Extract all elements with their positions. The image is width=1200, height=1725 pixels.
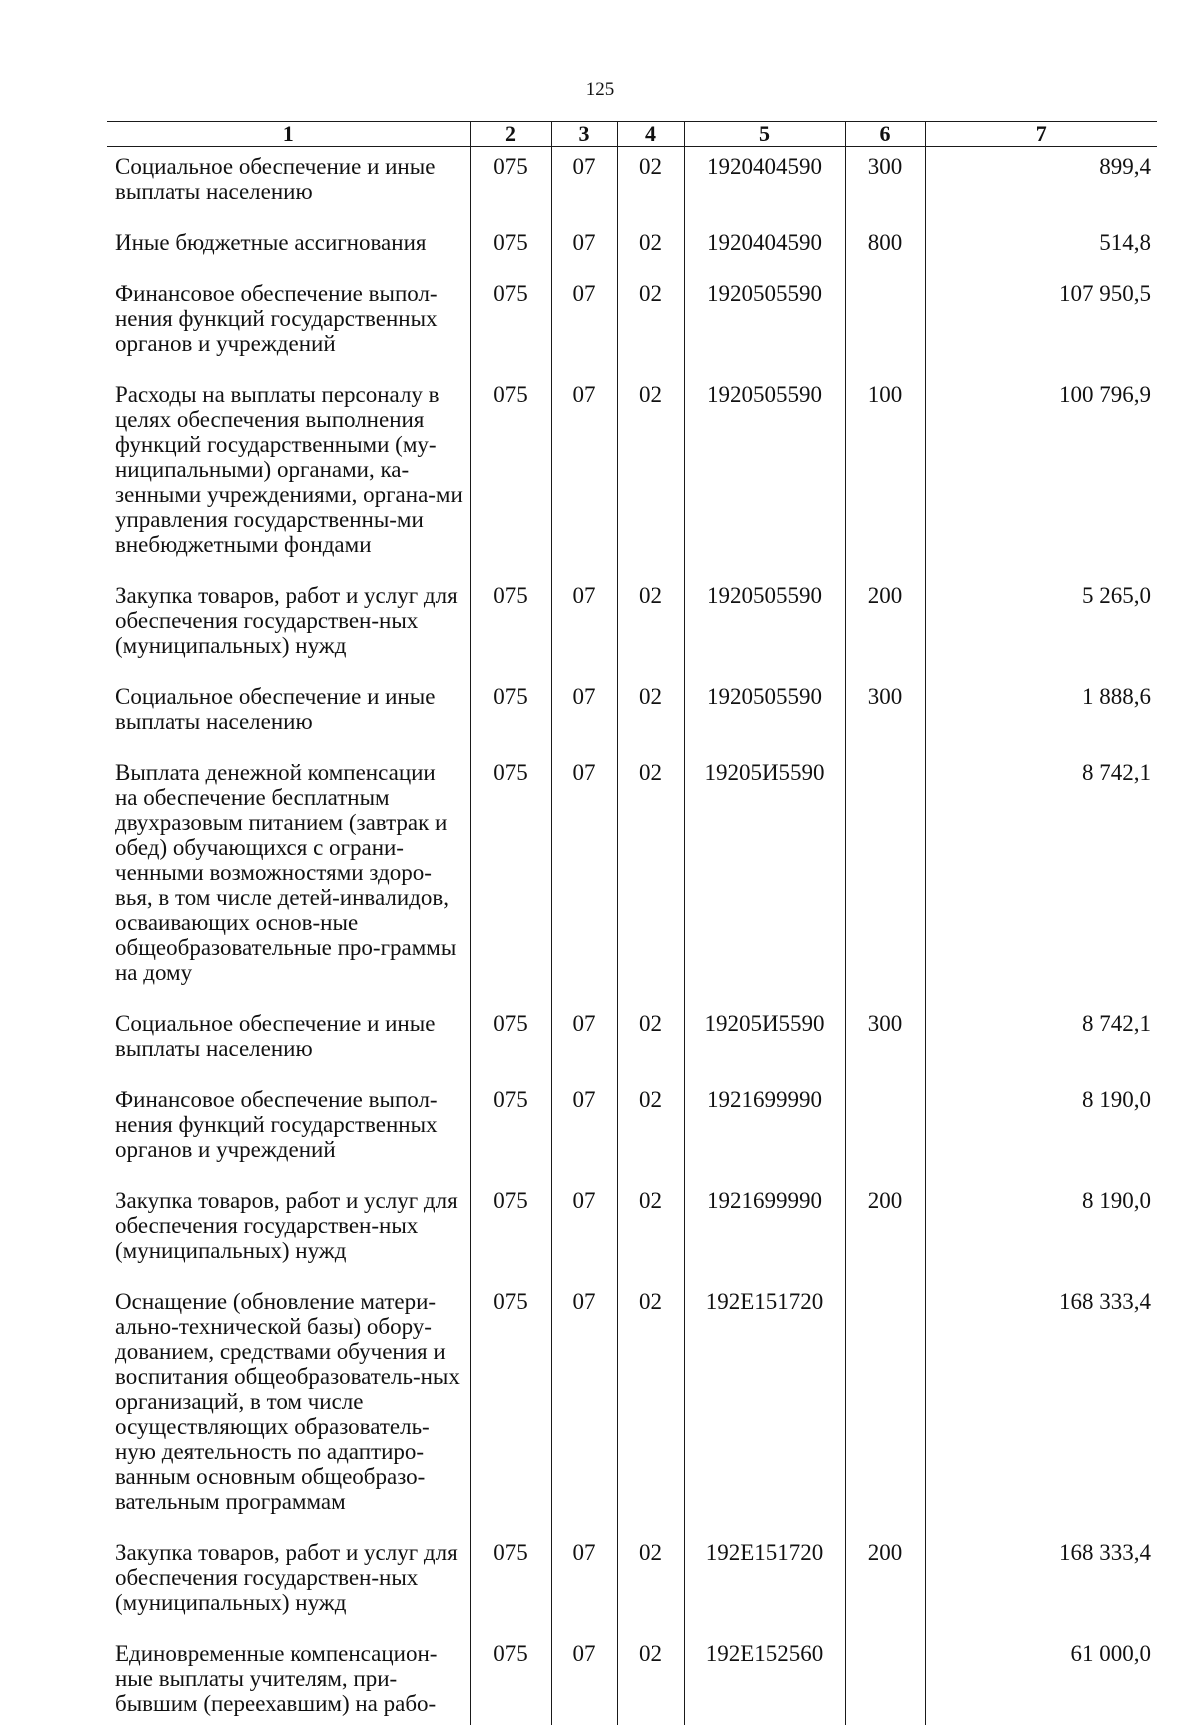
col2-code: 075 [470, 1080, 551, 1181]
col4-code: 02 [617, 375, 684, 576]
table-row [107, 1181, 1157, 1282]
amount: 8 190,0 [925, 1181, 1157, 1282]
col3-code: 07 [551, 1533, 617, 1634]
row-name: Социальное обеспечение и иные выплаты населению [115, 1011, 436, 1061]
header-row [107, 122, 1157, 147]
col5-code: 19205И5590 [684, 1004, 845, 1080]
amount: 168 333,4 [925, 1282, 1157, 1533]
col5-code: 1921699990 [684, 1181, 845, 1282]
amount: 8 190,0 [925, 1080, 1157, 1181]
table-row [107, 1533, 1157, 1634]
amount: 100 796,9 [925, 375, 1157, 576]
col4-code: 02 [617, 223, 684, 274]
col3-code: 07 [551, 576, 617, 677]
header-cell: 7 [925, 122, 1157, 147]
amount: 61 000,0 [925, 1634, 1157, 1725]
col4-code: 02 [617, 677, 684, 753]
col4-code: 02 [617, 1282, 684, 1533]
col5-code: 1920505590 [684, 375, 845, 576]
col4-code: 02 [617, 147, 684, 224]
header-cell: 3 [551, 122, 617, 147]
table-row [107, 147, 1157, 224]
amount: 168 333,4 [925, 1533, 1157, 1634]
col6-code: 300 [845, 677, 925, 753]
table-row [107, 375, 1157, 576]
col5-code: 1920505590 [684, 576, 845, 677]
col6-code: 200 [845, 1533, 925, 1634]
col3-code: 07 [551, 1282, 617, 1533]
col2-code: 075 [470, 753, 551, 1004]
col6-code: 800 [845, 223, 925, 274]
col6-code [845, 1634, 925, 1725]
col3-code: 07 [551, 1080, 617, 1181]
col6-code [845, 1080, 925, 1181]
col5-code: 192Е151720 [684, 1282, 845, 1533]
amount: 1 888,6 [925, 677, 1157, 753]
col4-code: 02 [617, 1181, 684, 1282]
table-row [107, 274, 1157, 375]
row-name: Закупка товаров, работ и услуг для обеспечения государствен-ных (муниципальных) нужд [115, 583, 458, 658]
col6-code: 100 [845, 375, 925, 576]
col5-code: 192Е151720 [684, 1533, 845, 1634]
row-name: Социальное обеспечение и иные выплаты населению [115, 684, 436, 734]
col3-code: 07 [551, 375, 617, 576]
col5-code: 1920505590 [684, 677, 845, 753]
amount: 107 950,5 [925, 274, 1157, 375]
table-row [107, 1282, 1157, 1533]
col2-code: 075 [470, 1004, 551, 1080]
col3-code: 07 [551, 1004, 617, 1080]
table-row [107, 753, 1157, 1004]
col6-code: 200 [845, 1181, 925, 1282]
page-number: 125 [585, 79, 615, 100]
col2-code: 075 [470, 1634, 551, 1725]
col2-code: 075 [470, 1282, 551, 1533]
col2-code: 075 [470, 677, 551, 753]
col2-code: 075 [470, 576, 551, 677]
col6-code: 200 [845, 576, 925, 677]
col4-code: 02 [617, 1004, 684, 1080]
col5-code: 1920404590 [684, 147, 845, 224]
row-name: Выплата денежной компенсации на обеспечение бесплатным двухразовым питанием (завтрак и обед) обучающихся с ограни-ченными возможностями здоро-вья, в том числе детей-инвалидов, осваивающих основ-ные общеобразовательные про-граммы на дому [115, 760, 457, 985]
col2-code: 075 [470, 274, 551, 375]
header-cell: 5 [684, 122, 845, 147]
col5-code: 1921699990 [684, 1080, 845, 1181]
col3-code: 07 [551, 753, 617, 1004]
col6-code: 300 [845, 147, 925, 224]
col6-code [845, 274, 925, 375]
col5-code: 1920505590 [684, 274, 845, 375]
header-cell: 4 [617, 122, 684, 147]
row-name: Социальное обеспечение и иные выплаты населению [115, 154, 436, 204]
col3-code: 07 [551, 147, 617, 224]
col3-code: 07 [551, 274, 617, 375]
row-name: Закупка товаров, работ и услуг для обеспечения государствен-ных (муниципальных) нужд [115, 1188, 458, 1263]
col5-code: 19205И5590 [684, 753, 845, 1004]
col3-code: 07 [551, 1634, 617, 1725]
row-name: Финансовое обеспечение выпол-нения функций государственных органов и учреждений [115, 281, 438, 356]
col4-code: 02 [617, 274, 684, 375]
col4-code: 02 [617, 576, 684, 677]
amount: 899,4 [925, 147, 1157, 224]
col4-code: 02 [617, 1080, 684, 1181]
budget-table [107, 121, 1157, 1725]
table-row [107, 223, 1157, 274]
col2-code: 075 [470, 1533, 551, 1634]
col3-code: 07 [551, 1181, 617, 1282]
amount: 5 265,0 [925, 576, 1157, 677]
table-row [107, 677, 1157, 753]
row-name: Единовременные компенсацион-ные выплаты учителям, при-бывшим (переехавшим) на рабо- [115, 1641, 438, 1716]
table-row [107, 1004, 1157, 1080]
col6-code [845, 1282, 925, 1533]
col4-code: 02 [617, 753, 684, 1004]
amount: 514,8 [925, 223, 1157, 274]
col2-code: 075 [470, 223, 551, 274]
col3-code: 07 [551, 223, 617, 274]
header-cell: 1 [107, 122, 470, 147]
col3-code: 07 [551, 677, 617, 753]
row-name: Иные бюджетные ассигнования [115, 230, 427, 255]
row-name: Расходы на выплаты персоналу в целях обеспечения выполнения функций государственными (му-ниципальными) органами, ка-зенными учреждениями, органа-ми управления государственны-ми внебюджетными фондами [115, 382, 463, 557]
table-row [107, 1634, 1157, 1725]
table-row [107, 576, 1157, 677]
col2-code: 075 [470, 147, 551, 224]
header-cell: 2 [470, 122, 551, 147]
col6-code: 300 [845, 1004, 925, 1080]
col4-code: 02 [617, 1533, 684, 1634]
amount: 8 742,1 [925, 1004, 1157, 1080]
header-cell: 6 [845, 122, 925, 147]
amount: 8 742,1 [925, 753, 1157, 1004]
col5-code: 192Е152560 [684, 1634, 845, 1725]
row-name: Закупка товаров, работ и услуг для обеспечения государствен-ных (муниципальных) нужд [115, 1540, 458, 1615]
table-row [107, 1080, 1157, 1181]
col6-code [845, 753, 925, 1004]
col2-code: 075 [470, 375, 551, 576]
col5-code: 1920404590 [684, 223, 845, 274]
col4-code: 02 [617, 1634, 684, 1725]
row-name: Оснащение (обновление матери-ально-технической базы) обору-дованием, средствами обучения и воспитания общеобразователь-ных организаций, в том числе осуществляющих образователь-ную деятельность по адаптиро-ванным основным общеобразо-вательным программам [115, 1289, 460, 1514]
col2-code: 075 [470, 1181, 551, 1282]
row-name: Финансовое обеспечение выпол-нения функций государственных органов и учреждений [115, 1087, 438, 1162]
